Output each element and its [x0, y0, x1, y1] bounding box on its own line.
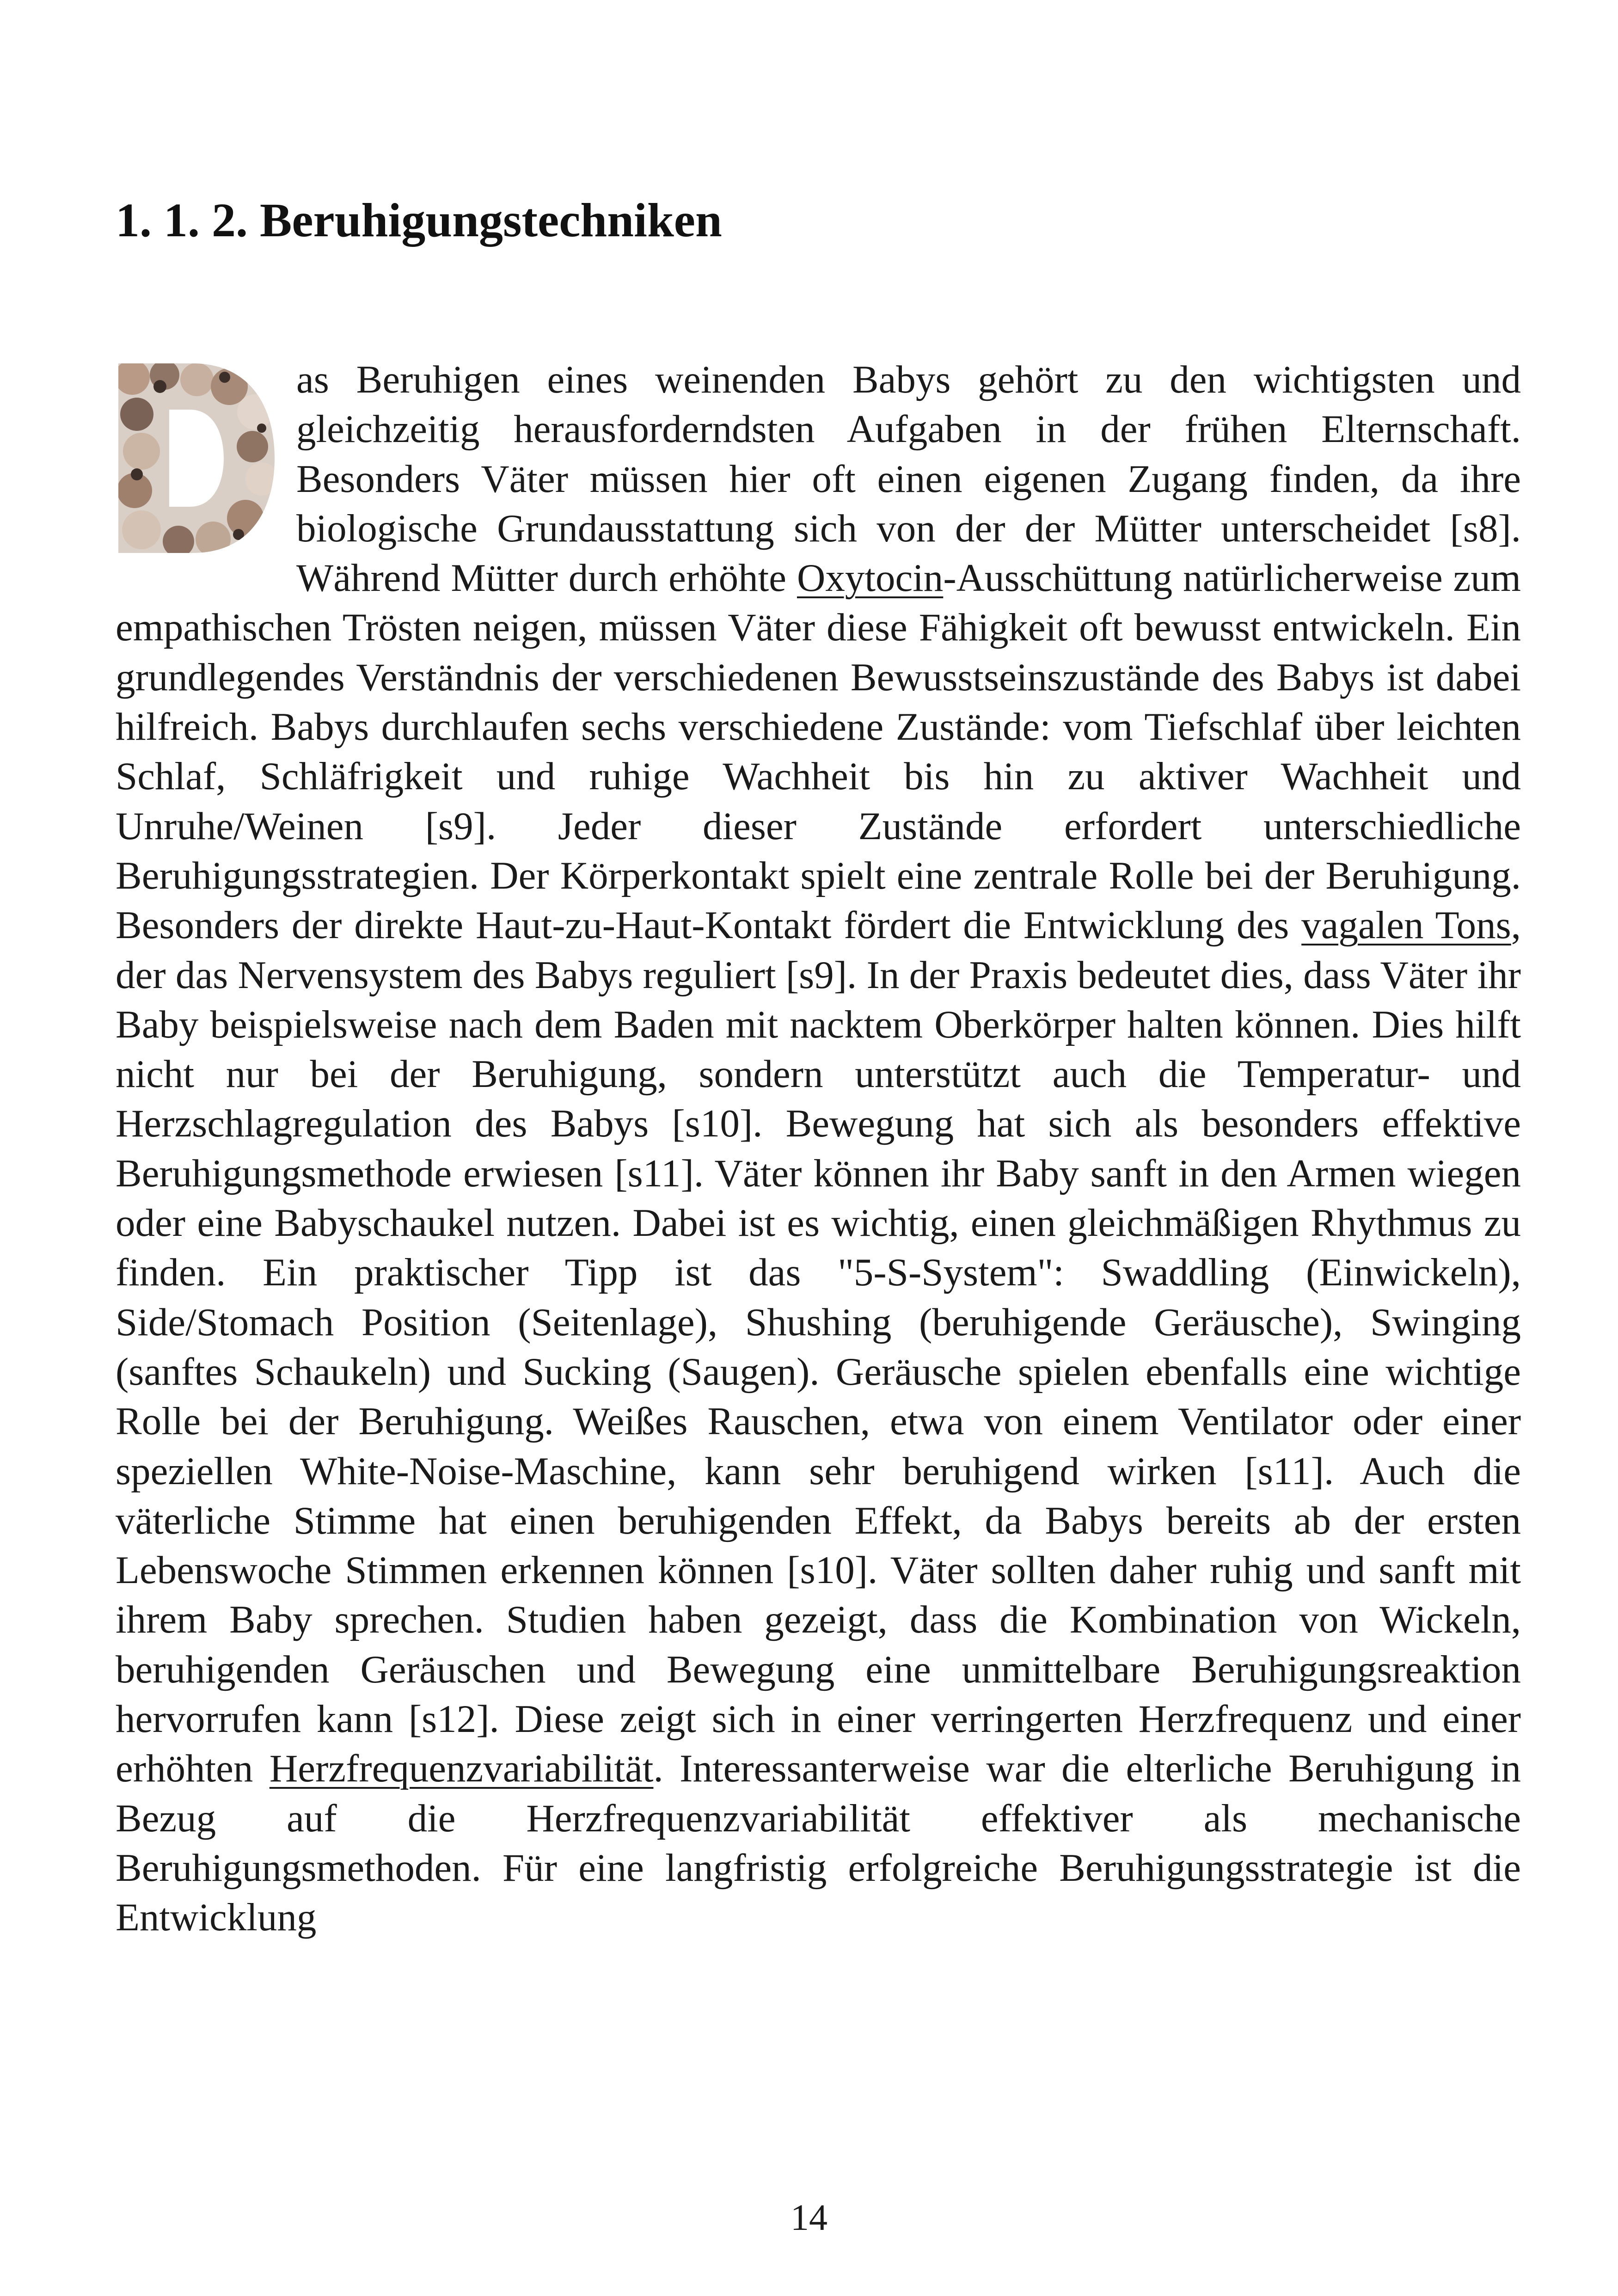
link-oxytocin[interactable]: Oxytocin [797, 556, 944, 600]
paragraph-text-3: , der das Nervensystem des Babys reguliert [s9]. In der Praxis bedeutet dies, dass Väter ihr Baby beispielsweise nach dem Baden mit nacktem Oberkörper halten können. Dies hilft nicht nur bei der Beruhigung, sondern unterstützt auch die Temperatur- und Herzschlagregulation des Babys [s10]. Bewegung hat sich als besonders effektive Beruhigungsmethode erwiesen [s11]. Väter können ihr Baby sanft in den Armen wiegen oder eine Babyschaukel nutzen. Dabei ist es wichtig, einen gleichmäßigen Rhythmus zu finden. Ein praktischer Tipp ist das "5-S-System": Swaddling (Einwickeln), Side/Stomach Position (Seitenlage), Shushing (beruhigende Geräusche), Swinging (sanftes Schaukeln) und Sucking (Saugen). Geräusche spielen ebenfalls eine wichtige Rolle bei der Beruhigung. Weißes Rauschen, etwa von einem Ventilator oder einer speziellen White-Noise-Maschine, kann sehr beruhigend wirken [s11]. Auch die väterliche Stimme hat einen beruhigenden Effekt, da Babys bereits ab der ersten Lebenswoche Stimmen erkennen können [s10]. Väter sollten daher ruhig und sanft mit ihrem Baby sprechen. Studien haben gezeigt, dass die Kombination von Wickeln, beruhigenden Geräuschen und Bewegung eine unmittelbare Beruhigungsreaktion hervorrufen kann [s12]. Diese zeigt sich in einer verringerten Herzfrequenz und einer erhöhten [116, 903, 1521, 1791]
page-number: 14 [791, 2198, 827, 2238]
paragraph-text-4: . Interessanterweise war die elterliche Beruhigung in Bezug auf die Herzfrequenzvariabilität effektiver als mechanische Beruhigungsmethoden. Für eine langfristig erfolgreiche Beruhigungsstrategie ist die Entwicklung [116, 1747, 1521, 1940]
section-heading: 1. 1. 2. Beruhigungstechniken [116, 194, 722, 247]
link-herzfrequenzvariabilitaet[interactable]: Herzfrequenzvariabilität [269, 1747, 654, 1791]
paragraph-text-2: -Ausschüttung natürlicherweise zum empathischen Trösten neigen, müssen Väter diese Fähigkeit oft bewusst entwickeln. Ein grundlegendes Verständnis der verschiedenen Bewusstseinszustände des Babys ist dabei hilfreich. Babys durchlaufen sechs verschiedene Zustände: vom Tiefschlaf über leichten Schlaf, Schläfrigkeit und ruhige Wachheit bis hin zu aktiver Wachheit und Unruhe/Weinen [s9]. Jeder dieser Zustände erfordert unterschiedliche Beruhigungsstrategien. Der Körperkontakt spielt eine zentrale Rolle bei der Beruhigung. Besonders der direkte Haut-zu-Haut-Kontakt fördert die Entwicklung des [116, 556, 1521, 947]
paragraph-text-1: as Beruhigen eines weinenden Babys gehört zu den wichtigsten und gleichzeitig herausforderndsten Aufgaben in der frühen Elternschaft. Besonders Väter müssen hier oft einen eigenen Zugang finden, da ihre biologische Grundausstattung sich von der der Mütter unterscheidet [s8]. Während Mütter durch erhöhte [296, 358, 1521, 600]
body-paragraph [116, 355, 1521, 1943]
link-vagaler-tonus[interactable]: vagalen Tons [1301, 903, 1511, 947]
dropcap-photo-collage-icon [114, 359, 278, 558]
